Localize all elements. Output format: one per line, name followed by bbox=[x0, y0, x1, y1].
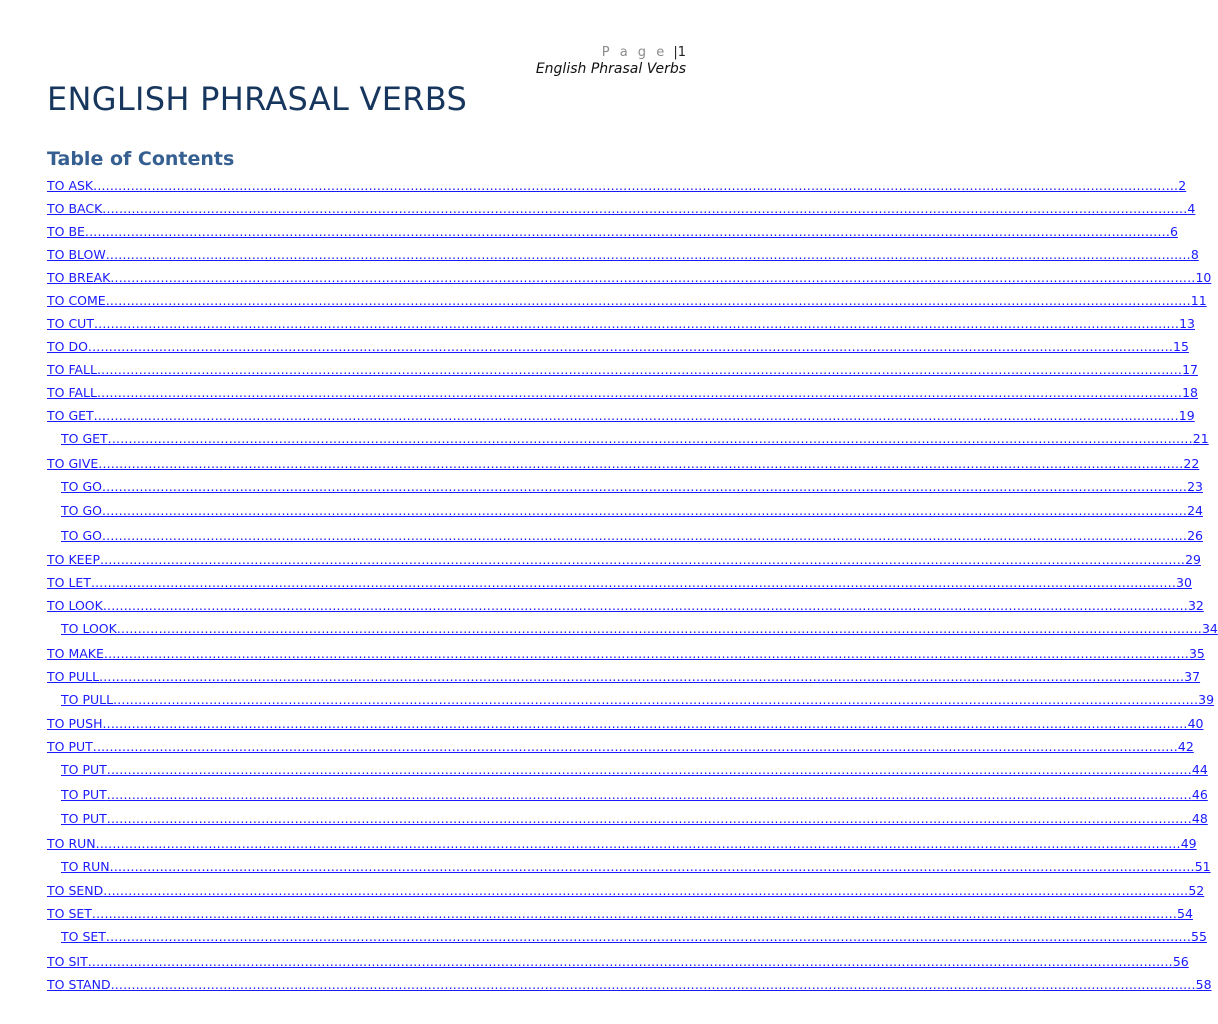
toc-entry[interactable] bbox=[47, 713, 1204, 736]
toc-entry-label[interactable]: TO FALL bbox=[47, 362, 97, 377]
toc-entry[interactable] bbox=[47, 336, 1189, 359]
toc-entry-label[interactable]: TO SIT bbox=[47, 953, 88, 969]
toc-entry-page[interactable]: 24 bbox=[1187, 503, 1203, 518]
toc-entry-page[interactable]: 23 bbox=[1187, 478, 1203, 494]
page-separator: | bbox=[673, 45, 678, 60]
toc-dot-leader: .................................................................................................................................................................................................................................................................... bbox=[95, 835, 1181, 851]
toc-entry-page[interactable]: 46 bbox=[1191, 786, 1208, 802]
toc-dot-leader: .................................................................................................................................................................................................................................................................... bbox=[101, 478, 1188, 494]
toc-entry-page[interactable]: 37 bbox=[1184, 668, 1201, 684]
toc-entry-page[interactable]: 39 bbox=[1198, 691, 1215, 707]
toc-heading: Table of Contents bbox=[47, 148, 235, 170]
toc-dot-leader: .................................................................................................................................................................................................................................................................... bbox=[90, 575, 1177, 590]
toc-dot-leader: .................................................................................................................................................................................................................................................................... bbox=[102, 598, 1188, 613]
toc-entry[interactable] bbox=[47, 808, 1208, 833]
toc-entry[interactable] bbox=[47, 666, 1201, 689]
toc-entry[interactable] bbox=[47, 974, 1212, 997]
page-label: P a g e bbox=[601, 45, 668, 60]
toc-entry[interactable] bbox=[47, 759, 1208, 784]
toc-entry-page[interactable]: 49 bbox=[1180, 835, 1197, 851]
toc-dot-leader: .................................................................................................................................................................................................................................................................... bbox=[101, 503, 1188, 518]
toc-dot-leader: .................................................................................................................................................................................................................................................................... bbox=[105, 293, 1191, 308]
toc-entry-page[interactable]: 26 bbox=[1187, 527, 1203, 543]
toc-dot-leader: .................................................................................................................................................................................................................................................................... bbox=[106, 762, 1192, 777]
toc-entry[interactable] bbox=[47, 736, 1194, 759]
toc-entry-label[interactable]: TO PUT bbox=[61, 786, 107, 802]
toc-entry-label[interactable]: TO SET bbox=[47, 906, 92, 921]
toc-entry-label[interactable]: TO PUT bbox=[61, 762, 107, 777]
table-of-contents bbox=[47, 175, 1218, 997]
toc-entry-label[interactable]: TO GO bbox=[61, 527, 102, 543]
toc-entry-label[interactable]: TO BACK bbox=[47, 201, 103, 216]
toc-dot-leader: .................................................................................................................................................................................................................................................................... bbox=[107, 431, 1193, 446]
toc-entry-page[interactable]: 8 bbox=[1190, 247, 1199, 262]
toc-entry[interactable] bbox=[47, 359, 1198, 382]
toc-entry[interactable] bbox=[47, 926, 1207, 951]
toc-entry-page[interactable]: 54 bbox=[1177, 906, 1193, 921]
toc-entry[interactable] bbox=[47, 244, 1199, 267]
toc-entry[interactable] bbox=[47, 549, 1201, 572]
toc-entry[interactable] bbox=[47, 689, 1215, 714]
toc-entry-label[interactable]: TO DO bbox=[47, 339, 88, 354]
toc-dot-leader: .................................................................................................................................................................................................................................................................... bbox=[105, 929, 1192, 944]
toc-entry-page[interactable]: 34 bbox=[1201, 621, 1218, 636]
toc-dot-leader: .................................................................................................................................................................................................................................................................... bbox=[98, 455, 1184, 471]
running-title: English Phrasal Verbs bbox=[535, 61, 686, 77]
toc-entry[interactable] bbox=[47, 618, 1218, 643]
toc-entry-page[interactable]: 48 bbox=[1191, 811, 1208, 826]
toc-entry-page[interactable]: 30 bbox=[1176, 575, 1192, 590]
toc-entry-page[interactable]: 10 bbox=[1195, 270, 1212, 285]
toc-entry-label[interactable]: TO STAND bbox=[47, 976, 111, 992]
toc-entry[interactable] bbox=[47, 405, 1195, 428]
toc-entry-label[interactable]: TO LOOK bbox=[61, 621, 117, 636]
toc-entry-page[interactable]: 52 bbox=[1188, 883, 1205, 898]
toc-dot-leader: .................................................................................................................................................................................................................................................................... bbox=[99, 668, 1185, 684]
toc-dot-leader: .................................................................................................................................................................................................................................................................... bbox=[103, 645, 1189, 661]
toc-dot-leader: .................................................................................................................................................................................................................................................................... bbox=[96, 362, 1183, 377]
toc-entry-page[interactable]: 58 bbox=[1195, 976, 1212, 992]
toc-dot-leader: .................................................................................................................................................................................................................................................................... bbox=[116, 621, 1202, 636]
toc-entry[interactable] bbox=[47, 856, 1211, 881]
toc-entry[interactable] bbox=[47, 290, 1207, 313]
toc-dot-leader: .................................................................................................................................................................................................................................................................... bbox=[93, 408, 1179, 423]
toc-dot-leader: .................................................................................................................................................................................................................................................................... bbox=[113, 691, 1199, 707]
toc-entry-page[interactable]: 11 bbox=[1190, 293, 1207, 308]
toc-entry-label[interactable]: TO BE bbox=[47, 224, 85, 239]
toc-entry-label[interactable]: TO RUN bbox=[47, 835, 96, 851]
toc-entry[interactable] bbox=[47, 595, 1204, 618]
toc-entry-label[interactable]: TO RUN bbox=[61, 858, 110, 874]
toc-entry[interactable] bbox=[47, 903, 1193, 926]
toc-entry[interactable] bbox=[47, 382, 1198, 405]
toc-entry-label[interactable]: TO ASK bbox=[47, 178, 94, 193]
toc-entry-label[interactable]: TO SET bbox=[61, 929, 106, 944]
toc-dot-leader: .................................................................................................................................................................................................................................................................... bbox=[110, 270, 1196, 285]
toc-entry[interactable] bbox=[47, 784, 1208, 809]
toc-entry-label[interactable]: TO PULL bbox=[47, 668, 100, 684]
toc-entry-label[interactable]: TO GET bbox=[61, 431, 108, 446]
toc-dot-leader: .................................................................................................................................................................................................................................................................... bbox=[91, 906, 1178, 921]
toc-entry[interactable] bbox=[47, 525, 1203, 550]
toc-dot-leader: .................................................................................................................................................................................................................................................................... bbox=[93, 316, 1180, 331]
toc-entry-label[interactable]: TO MAKE bbox=[47, 645, 104, 661]
toc-dot-leader: .................................................................................................................................................................................................................................................................... bbox=[96, 385, 1183, 400]
toc-dot-leader: .................................................................................................................................................................................................................................................................... bbox=[87, 339, 1174, 354]
toc-dot-leader: .................................................................................................................................................................................................................................................................... bbox=[105, 247, 1191, 262]
toc-dot-leader: .................................................................................................................................................................................................................................................................... bbox=[101, 527, 1188, 543]
toc-entry[interactable] bbox=[47, 313, 1195, 336]
toc-dot-leader: .................................................................................................................................................................................................................................................................... bbox=[110, 976, 1196, 992]
toc-dot-leader: .................................................................................................................................................................................................................................................................... bbox=[102, 716, 1188, 731]
toc-entry[interactable] bbox=[47, 643, 1205, 666]
toc-entry-label[interactable]: TO PUT bbox=[61, 811, 107, 826]
page-number: 1 bbox=[677, 45, 686, 60]
toc-entry[interactable] bbox=[47, 951, 1189, 974]
toc-entry-label[interactable]: TO PUSH bbox=[47, 716, 103, 731]
toc-entry-page[interactable]: 44 bbox=[1191, 762, 1208, 777]
toc-dot-leader: .................................................................................................................................................................................................................................................................... bbox=[106, 811, 1192, 826]
toc-entry-page[interactable]: 6 bbox=[1170, 224, 1178, 239]
toc-entry-page[interactable]: 40 bbox=[1187, 716, 1204, 731]
toc-entry[interactable] bbox=[47, 267, 1212, 290]
toc-entry-label[interactable]: TO PUT bbox=[47, 739, 93, 754]
page-number-line bbox=[536, 44, 686, 61]
toc-entry-page[interactable]: 55 bbox=[1191, 929, 1207, 944]
toc-entry-page[interactable]: 13 bbox=[1179, 316, 1195, 331]
toc-dot-leader: .................................................................................................................................................................................................................................................................... bbox=[103, 883, 1189, 898]
toc-entry-page[interactable]: 42 bbox=[1177, 739, 1194, 754]
toc-entry[interactable] bbox=[47, 428, 1209, 453]
toc-entry-page[interactable]: 4 bbox=[1187, 201, 1196, 216]
toc-entry[interactable] bbox=[47, 476, 1203, 501]
toc-entry-page[interactable]: 35 bbox=[1188, 645, 1205, 661]
toc-entry-page[interactable]: 56 bbox=[1172, 953, 1189, 969]
toc-entry-label[interactable]: TO BLOW bbox=[47, 247, 106, 262]
toc-entry-page[interactable]: 51 bbox=[1194, 858, 1211, 874]
toc-entry-page[interactable]: 29 bbox=[1185, 552, 1201, 567]
toc-entry[interactable] bbox=[47, 880, 1205, 903]
toc-entry-page[interactable]: 22 bbox=[1183, 455, 1200, 471]
toc-entry-label[interactable]: TO LET bbox=[47, 575, 91, 590]
toc-entry-page[interactable]: 21 bbox=[1192, 431, 1209, 446]
toc-entry-page[interactable]: 2 bbox=[1178, 178, 1187, 193]
toc-dot-leader: .................................................................................................................................................................................................................................................................... bbox=[109, 858, 1195, 874]
toc-entry[interactable] bbox=[47, 221, 1178, 244]
toc-entry-label[interactable]: TO KEEP bbox=[47, 552, 100, 567]
toc-entry-label[interactable]: TO LOOK bbox=[47, 598, 103, 613]
toc-entry-label[interactable]: TO FALL bbox=[47, 385, 97, 400]
toc-entry-label[interactable]: TO BREAK bbox=[47, 270, 111, 285]
toc-entry-page[interactable]: 15 bbox=[1173, 339, 1189, 354]
toc-entry-page[interactable]: 32 bbox=[1187, 598, 1204, 613]
toc-entry-page[interactable]: 18 bbox=[1182, 385, 1198, 400]
toc-dot-leader: .................................................................................................................................................................................................................................................................... bbox=[102, 201, 1188, 216]
toc-entry-label[interactable]: TO GET bbox=[47, 408, 94, 423]
toc-entry-label[interactable]: TO CUT bbox=[47, 316, 94, 331]
toc-dot-leader: .................................................................................................................................................................................................................................................................... bbox=[87, 953, 1173, 969]
toc-entry[interactable] bbox=[47, 500, 1203, 525]
toc-dot-leader: .................................................................................................................................................................................................................................................................... bbox=[99, 552, 1186, 567]
toc-dot-leader: .................................................................................................................................................................................................................................................................... bbox=[84, 224, 1171, 239]
page-header bbox=[536, 44, 686, 78]
toc-dot-leader: .................................................................................................................................................................................................................................................................... bbox=[93, 178, 1179, 193]
toc-entry[interactable] bbox=[47, 572, 1192, 595]
toc-entry-label[interactable]: TO GO bbox=[61, 478, 102, 494]
toc-entry-page[interactable]: 17 bbox=[1182, 362, 1198, 377]
toc-entry-label[interactable]: TO COME bbox=[47, 293, 106, 308]
toc-entry-label[interactable]: TO GO bbox=[61, 503, 102, 518]
toc-entry-label[interactable]: TO SEND bbox=[47, 883, 104, 898]
toc-entry[interactable] bbox=[47, 198, 1196, 221]
toc-entry-page[interactable]: 19 bbox=[1178, 408, 1195, 423]
toc-entry-label[interactable]: TO PULL bbox=[61, 691, 114, 707]
document-title: ENGLISH PHRASAL VERBS bbox=[47, 80, 468, 118]
toc-dot-leader: .................................................................................................................................................................................................................................................................... bbox=[106, 786, 1192, 802]
toc-dot-leader: .................................................................................................................................................................................................................................................................... bbox=[92, 739, 1178, 754]
toc-entry-label[interactable]: TO GIVE bbox=[47, 455, 99, 471]
toc-entry[interactable] bbox=[47, 833, 1197, 856]
toc-entry[interactable] bbox=[47, 175, 1187, 198]
toc-entry[interactable] bbox=[47, 453, 1200, 476]
